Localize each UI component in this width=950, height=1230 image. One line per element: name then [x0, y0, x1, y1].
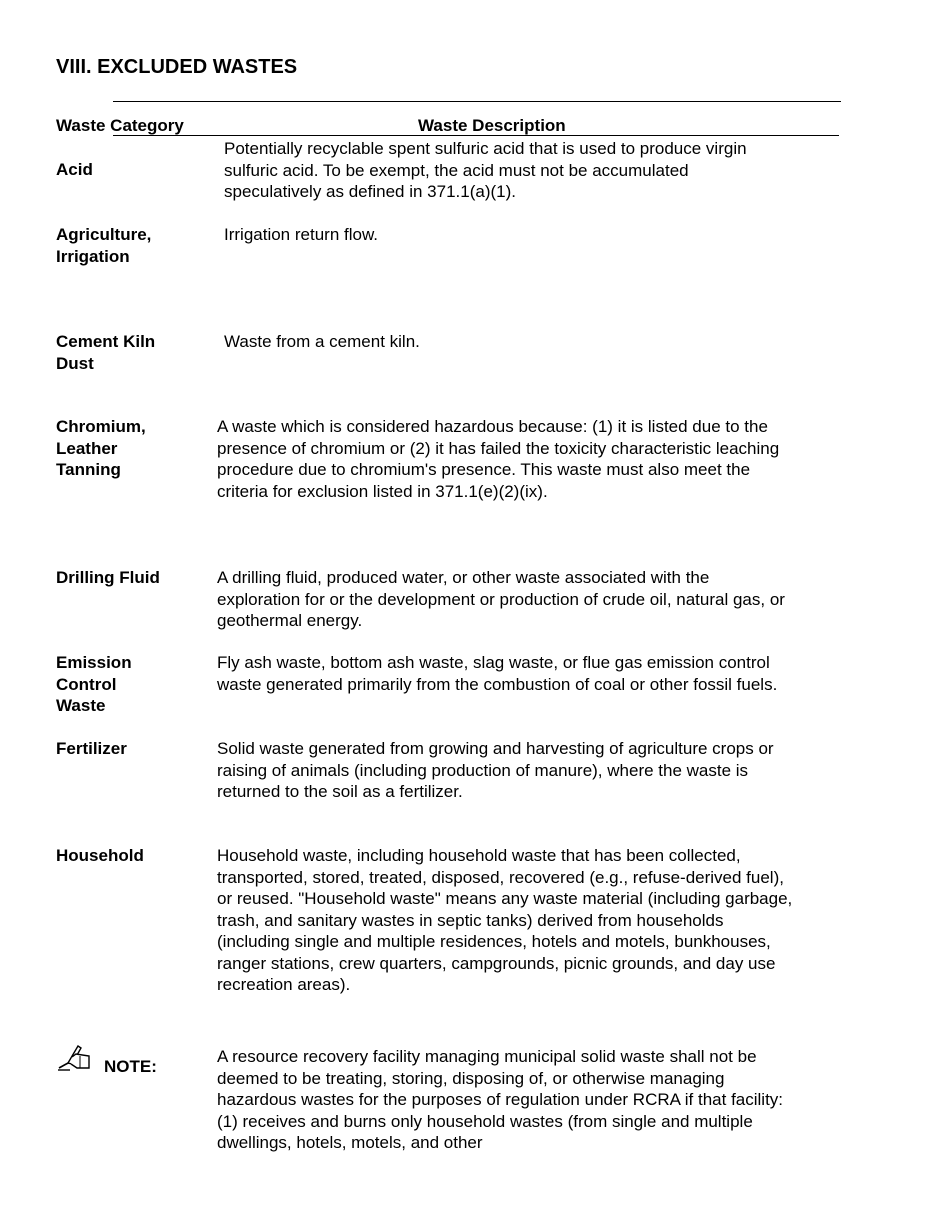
top-divider — [113, 101, 841, 102]
note-text: A resource recovery facility managing municipal solid waste shall not be deemed to be treating, storing, disposing of, or otherwise managing hazardous wastes for the purposes of regulation under RCRA if that facility: (1) receives and burns only household wastes (from single and multiple dwellings, hotels, motels, and other — [217, 1047, 784, 1152]
category-chromium-leather-tanning: Chromium, Leather Tanning — [56, 417, 146, 479]
category-household: Household — [56, 846, 144, 865]
category-agriculture-irrigation: Agriculture, Irrigation — [56, 225, 152, 266]
column-header-description: Waste Description — [418, 116, 566, 135]
category-emission-control-waste: Emission Control Waste — [56, 653, 132, 715]
description-fertilizer: Solid waste generated from growing and harvesting of agriculture crops or raising of animals (including production of manure), where the waste is returned to the soil as a fertilizer. — [217, 739, 774, 801]
note-label: NOTE: — [104, 1057, 157, 1076]
description-cement-kiln-dust: Waste from a cement kiln. — [224, 332, 420, 351]
header-divider — [113, 135, 839, 136]
note-marker — [56, 1043, 157, 1077]
category-drilling-fluid: Drilling Fluid — [56, 568, 160, 587]
description-drilling-fluid: A drilling fluid, produced water, or other waste associated with the exploration for or the development or production of crude oil, natural gas, or geothermal energy. — [217, 568, 785, 630]
column-header-category: Waste Category — [56, 116, 184, 135]
description-chromium-leather-tanning: A waste which is considered hazardous because: (1) it is listed due to the presence of chromium or (2) it has failed the toxicity characteristic leaching procedure due to chromium's presence. This waste must also meet the criteria for exclusion listed in 371.1(e)(2)(ix). — [217, 417, 780, 501]
writing-hand-icon — [56, 1043, 94, 1073]
category-cement-kiln-dust: Cement Kiln Dust — [56, 332, 156, 373]
category-fertilizer: Fertilizer — [56, 739, 127, 758]
page-title: VIII. EXCLUDED WASTES — [56, 56, 298, 78]
description-emission-control-waste: Fly ash waste, bottom ash waste, slag waste, or flue gas emission control waste generated primarily from the combustion of coal or other fossil fuels. — [217, 653, 778, 694]
description-household: Household waste, including household waste that has been collected, transported, stored, treated, disposed, recovered (e.g., refuse-derived fuel), or reused. "Household waste" means any waste material (including garbage, trash, and sanitary wastes in septic tanks) derived from households (including single and multiple residences, hotels and motels, bunkhouses, ranger stations, crew quarters, campgrounds, picnic grounds, and day use recreation areas). — [217, 846, 793, 994]
description-agriculture-irrigation: Irrigation return flow. — [224, 225, 379, 244]
description-acid: Potentially recyclable spent sulfuric acid that is used to produce virgin sulfuric acid. To be exempt, the acid must not be accumulated speculatively as defined in 371.1(a)(1). — [224, 139, 747, 201]
category-acid: Acid — [56, 160, 93, 179]
